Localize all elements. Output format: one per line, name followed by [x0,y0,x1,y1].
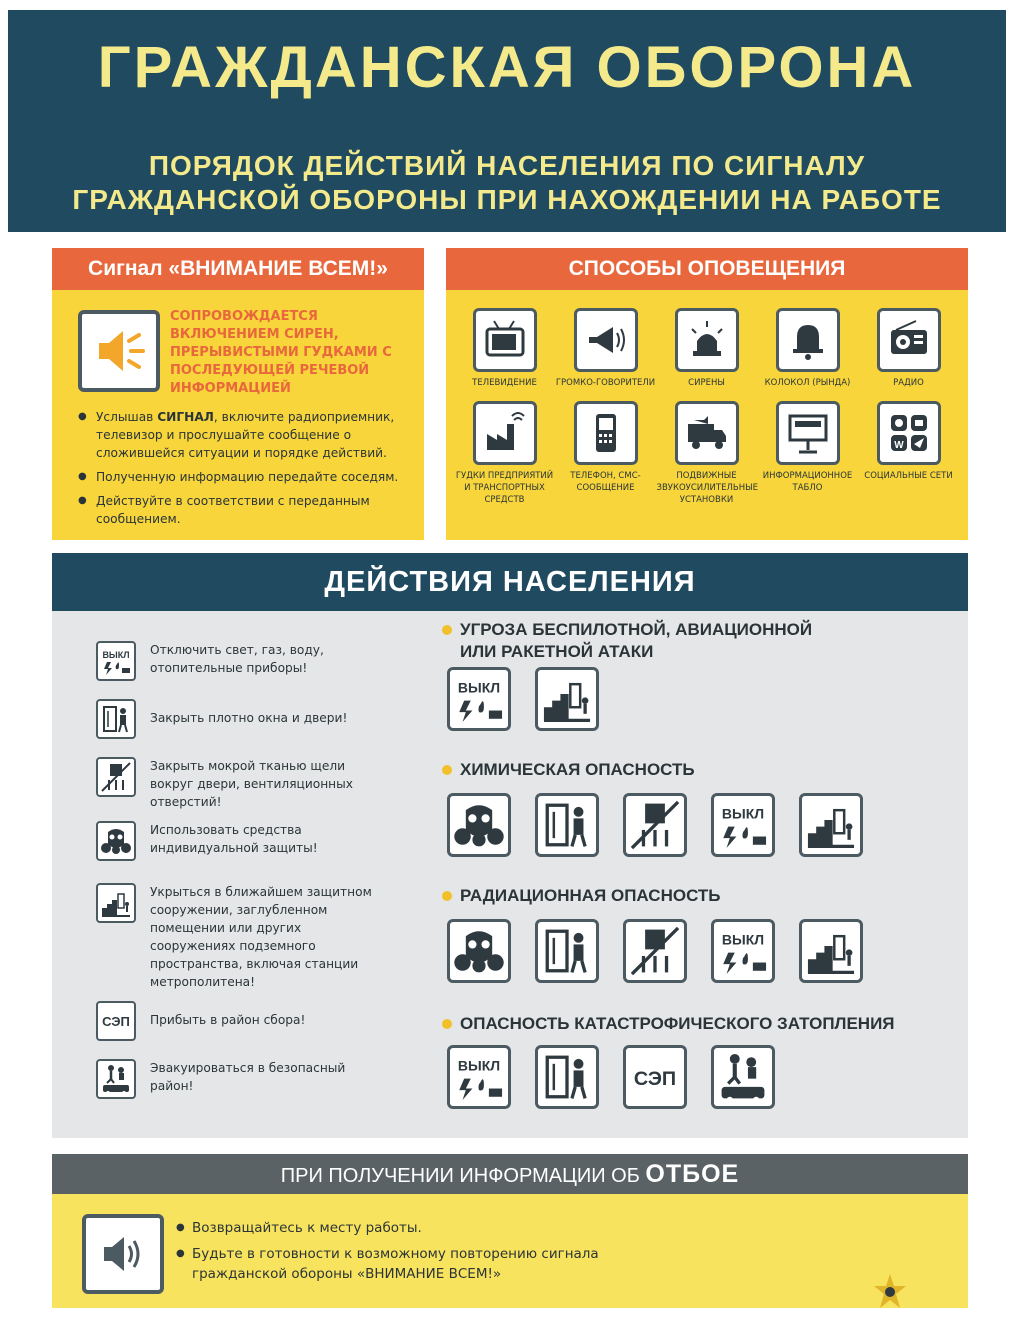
switch-off-icon [447,667,511,731]
page-subtitle-line2: ГРАЖДАНСКОЙ ОБОРОНЫ ПРИ НАХОЖДЕНИИ НА РАБОТЕ [72,184,942,215]
svg-text:ВЫКЛ: ВЫКЛ [457,1057,501,1074]
legend-text-sep: Прибыть в район сбора! [150,1013,306,1027]
threat-bullet [442,1019,452,1029]
signal-panel [52,248,424,540]
switch-off-icon [711,793,775,857]
threat-title-chemical: ХИМИЧЕСКАЯ ОПАСНОСТЬ [442,759,695,781]
sep-icon [623,1045,687,1109]
close-door-icon [535,919,599,983]
switch-off-icon [711,919,775,983]
threat-bullet [442,625,452,635]
shelter-icon [96,883,136,923]
legend-row-switch-off [96,641,380,681]
legend-text-seal-gaps: Закрыть мокрой тканью щели вокруг двери, вентиляционных отверстий! [150,759,353,809]
method-social: W СОЦИАЛЬНЫЕ СЕТИ [858,401,959,506]
switch-off-icon [447,1045,511,1109]
loudspeaker-icon [574,308,638,372]
legend-text-shelter: Укрыться в ближайшем защитном сооружении, заглубленном помещении или других сооружениях подземного пространства, включая станции метрополитена! [150,885,372,989]
all-clear-instruction-2: ● Будьте в готовности к возможному повторению сигнала гражданской обороны «ВНИМАНИЕ ВСЕМ!» [176,1244,676,1284]
threat-title-flood: ОПАСНОСТЬ КАТАСТРОФИЧЕСКОГО ЗАТОПЛЕНИЯ [442,1013,895,1035]
seal-gaps-icon [623,793,687,857]
shelter-icon [535,667,599,731]
mchs-emblem-icon [868,1270,912,1314]
method-sirens: СИРЕНЫ [656,308,757,389]
svg-text:W: W [893,440,904,451]
method-info-board: ИНФОРМАЦИОННОЕ ТАБЛО [757,401,858,506]
legend-text-gas-mask: Использовать средства индивидуальной защиты! [150,823,318,855]
siren-icon [675,308,739,372]
speaker-icon [78,310,160,392]
legend-row-close-door [96,699,380,739]
close-door-icon [96,699,136,739]
svg-text:ВЫКЛ: ВЫКЛ [721,805,765,822]
all-clear-title: ПРИ ПОЛУЧЕНИИ ИНФОРМАЦИИ ОБ ОТБОЕ [52,1154,968,1194]
method-truck: ПОДВИЖНЫЕ ЗВУКОУСИЛИТЕЛЬНЫЕ УСТАНОВКИ [656,401,757,506]
actions-title: ДЕЙСТВИЯ НАСЕЛЕНИЯ [52,553,968,611]
threat-icons-radiation [447,919,887,983]
signal-instruction-3: ● Действуйте в соответствии с переданным сообщением. [78,492,418,528]
signal-instruction-2: ● Полученную информацию передайте соседям. [78,468,418,486]
svg-text:ВЫКЛ: ВЫКЛ [721,931,765,948]
svg-text:ВЫКЛ: ВЫКЛ [102,650,130,660]
legend-row-gas-mask [96,821,380,861]
method-tv: ТЕЛЕВИДЕНИЕ [454,308,555,389]
method-loudspeaker: ГРОМКО-ГОВОРИТЕЛИ [555,308,656,389]
legend-row-evacuate [96,1059,380,1099]
threat-bullet [442,765,452,775]
method-bell: КОЛОКОЛ (РЫНДА) [757,308,858,389]
gas-mask-icon [96,821,136,861]
legend-text-evacuate: Эвакуироваться в безопасный район! [150,1061,346,1093]
signal-instructions [78,408,418,534]
svg-text:СЭП: СЭП [633,1068,677,1091]
threat-icons-chemical [447,793,887,857]
threat-bullet [442,891,452,901]
threat-icons-air-attack [447,667,623,731]
svg-text:ВЫКЛ: ВЫКЛ [457,679,501,696]
phone-icon [574,401,638,465]
legend-row-sep [96,1001,380,1041]
method-factory-horns: ГУДКИ ПРЕДПРИЯТИЙ И ТРАНСПОРТНЫХ СРЕДСТВ [454,401,555,506]
legend-row-seal-gaps [96,757,380,811]
close-door-icon [535,793,599,857]
all-clear-instructions [176,1218,676,1290]
all-clear-instruction-1: ● Возвращайтесь к месту работы. [176,1218,676,1238]
page-title: ГРАЖДАНСКАЯ ОБОРОНА [97,35,917,100]
method-phone: ТЕЛЕФОН, СМС-СООБЩЕНИЕ [555,401,656,506]
notification-methods-panel [446,248,968,540]
threat-title-air-attack: УГРОЗА БЕСПИЛОТНОЙ, АВИАЦИОННОЙ ИЛИ РАКЕТНОЙ АТАКИ [442,619,812,663]
method-radio: РАДИО [858,308,959,389]
social-icon [877,401,941,465]
shelter-icon [799,919,863,983]
header-banner [8,10,1006,232]
seal-gaps-icon [623,919,687,983]
methods-grid [454,308,960,506]
speaker-icon [82,1214,164,1294]
threat-icons-flood [447,1045,799,1109]
close-door-icon [535,1045,599,1109]
sep-icon [96,1001,136,1041]
switch-off-icon [96,641,136,681]
actions-panel [52,611,968,1138]
truck-icon [675,401,739,465]
signal-title: Сигнал «ВНИМАНИЕ ВСЕМ!» [52,248,424,290]
evacuate-icon [711,1045,775,1109]
factory-icon [473,401,537,465]
signal-description: СОПРОВОЖДАЕТСЯ ВКЛЮЧЕНИЕМ СИРЕН, ПРЕРЫВИСТЫМИ ГУДКАМИ С ПОСЛЕДУЮЩЕЙ РЕЧЕВОЙ ИНФОРМАЦИЕЙ [170,309,392,396]
seal-gaps-icon [96,757,136,797]
tv-icon [473,308,537,372]
svg-text:СЭП: СЭП [102,1014,130,1029]
legend-text-switch-off: Отключить свет, газ, воду, отопительные приборы! [150,643,324,675]
board-icon [776,401,840,465]
all-clear-panel [52,1194,968,1308]
page-subtitle-line1: ПОРЯДОК ДЕЙСТВИЙ НАСЕЛЕНИЯ ПО СИГНАЛУ [148,150,866,181]
gas-mask-icon [447,793,511,857]
signal-instruction-1: ● Услышав СИГНАЛ, включите радиоприемник, телевизор и прослушайте сообщение о сложившейся ситуации и порядке действий. [78,408,418,462]
methods-title: СПОСОБЫ ОПОВЕЩЕНИЯ [446,248,968,290]
legend-row-shelter [96,883,380,991]
radio-icon [877,308,941,372]
gas-mask-icon [447,919,511,983]
shelter-icon [799,793,863,857]
threat-title-radiation: РАДИАЦИОННАЯ ОПАСНОСТЬ [442,885,721,907]
evacuate-icon [96,1059,136,1099]
legend-text-close-door: Закрыть плотно окна и двери! [150,711,348,725]
bell-icon [776,308,840,372]
